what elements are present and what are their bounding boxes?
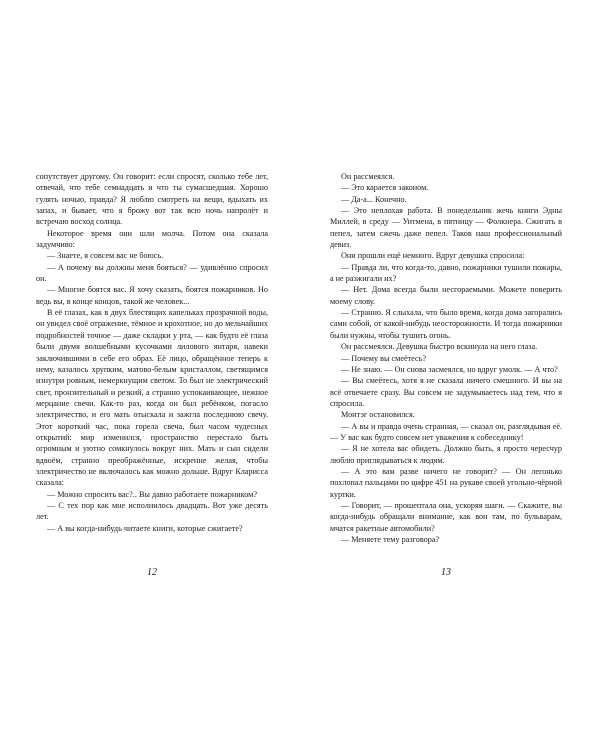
paragraph: — С тех пор как мне исполнилось двадцать. Вот уже десять лет.	[36, 500, 268, 522]
page-number-left: 12	[147, 567, 157, 578]
paragraph: — А это вам разве ничего не говорит? — Он легонько похлопал пальцами по цифре 451 на рукаве своей угольно-чёрной куртки.	[330, 466, 562, 499]
paragraph: — Многие боятся вас. Я хочу сказать, боятся пожарников. Но ведь вы, в конце концов, такой же человек...	[36, 285, 268, 306]
paragraph: — Почему вы смеётесь?	[341, 353, 427, 363]
paragraph: — Это карается законом.	[341, 183, 429, 193]
paragraph: — Да-а... Конечно.	[341, 194, 407, 204]
left-page-text	[36, 171, 268, 534]
left-page	[36, 171, 268, 534]
paragraph: — Говорит, — прошептала она, ускоряя шаги. — Скажите, вы когда-нибудь обращали внимание, как вон там, по бульварам, мчатся ракетные автомобили?	[330, 500, 562, 533]
paragraph: Они прошли ещё немного. Вдруг девушка спросила:	[341, 251, 525, 261]
paragraph: — Это неплохая работа. В понедельник жечь книги Эдны Миллей, в среду — Уитмена, в пятницу — Фолкнера. Сжигать в пепел, затем сжечь даже пепел. Таков наш профессиональный девиз.	[330, 206, 562, 250]
paragraph: — Знаете, я совсем вас не боюсь.	[47, 251, 164, 261]
paragraph: Монтэг остановился.	[341, 410, 415, 420]
paragraph: сопутствует другому. Он говорит: если спросят, сколько тебе лет, отвечай, что тебе семнадцать и что ты сумасшедшая. Хорошо гулять ночью, правда? Я люблю смотреть на вещи, вдыхать их запах, и бывает, что я брожу вот так всю ночь напролёт и встречаю восход солнца.	[36, 172, 268, 227]
paragraph: — Нет. Дома всегда были несгораемыми. Можете поверить моему слову.	[330, 285, 562, 306]
paragraph: Некоторое время они шли молча. Потом она сказала задумчиво:	[36, 228, 268, 250]
paragraph: В её глазах, как в двух блестящих капельках прозрачной воды, он увидел своё отражение, тёмное и крохотное, но до мельчайших подробностей точное — даже складки у рта, — как будто её глаза были двумя волшебными кусочками лилового янтаря, навеки заключившими в себе его образ. Её лицо, обращённое теперь к нему, казалось хрупким, матово-белым кристаллом, светящимся изнутри ровным, немеркнущим светом. То был не электрический свет, пронзительный и резкий, а странно успокаивающее, нежное мерцание свечи. Как-то раз, когда он был ребёнком, погасло электричество, и его мать отыскала и зажгла последнюю свечу. Этот короткий час, пока горела свеча, был часом чудесных открытий: мир изменился, пространство перестало быть огромным и уютно сомкнулось вокруг них. Мать и сын сидели вдвоём, странно преображённые, искренне желая, чтобы электричество не включалось как можно дольше. Вдруг Кларисса сказала:	[36, 308, 268, 488]
paragraph: — Меняете тему разговора?	[341, 535, 440, 544]
paragraph: — Я не хотела вас обидеть. Должно быть, я просто чересчур люблю приглядываться к людям.	[330, 444, 562, 465]
right-page-text	[330, 171, 562, 545]
paragraph: — Можно спросить вас?.. Вы давно работаете пожарником?	[47, 489, 257, 499]
paragraph: — Правда ли, что когда-то, давно, пожарники тушили пожары, а не разжигали их?	[330, 262, 562, 284]
right-page	[330, 171, 562, 545]
paragraph: — А вы когда-нибудь читаете книги, которые сжигаете?	[47, 523, 243, 533]
paragraph: Он рассмеялся. Девушка быстро вскинула на него глаза.	[341, 342, 538, 352]
paragraph: — Вы смеётесь, хотя я не сказала ничего смешного. И вы на всё отвечаете сразу. Вы совсем не задумываетесь над тем, что я спросила.	[330, 376, 562, 408]
paragraph: Он рассмеялся.	[341, 172, 395, 181]
paragraph: — Не знаю. — Он снова засмеялся, но вдруг умолк. — А что?	[341, 364, 558, 374]
paragraph: — А почему вы должны меня бояться? — удивлённо спросил он.	[36, 262, 268, 284]
paragraph: — Странно. Я слыхала, что было время, когда дома загорались сами собой, от какой-нибудь неосторожности. И тогда пожарники были нужны, чтобы тушить огонь.	[330, 308, 562, 340]
paragraph: — А вы и правда очень странная, — сказал он, разглядывая её. — У вас как будто совсем нет уважения к собеседнику!	[330, 421, 562, 442]
page-number-right: 13	[441, 567, 451, 578]
